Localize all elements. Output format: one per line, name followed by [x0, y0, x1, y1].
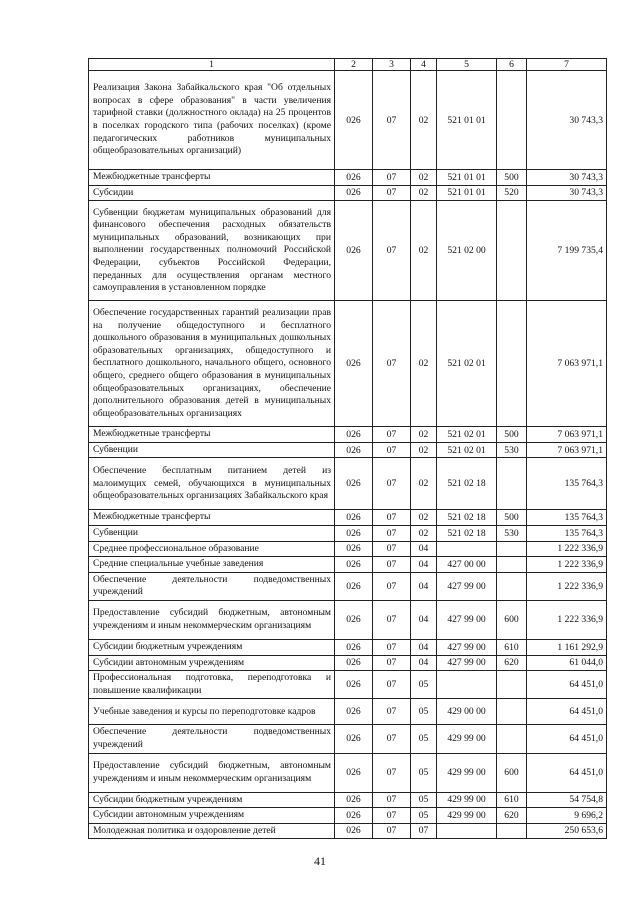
row-name: Межбюджетные трансферты — [89, 510, 335, 526]
cell-amount: 1 222 336,9 — [527, 572, 607, 600]
cell-target-article: 427 99 00 — [437, 572, 497, 600]
cell-amount: 135 764,3 — [527, 458, 607, 510]
table-row — [89, 572, 607, 600]
cell-expense-type: 530 — [497, 525, 527, 541]
cell-amount: 64 451,0 — [527, 725, 607, 753]
cell-section: 07 — [373, 510, 411, 526]
cell-amount: 135 764,3 — [527, 525, 607, 541]
table-row — [89, 557, 607, 573]
cell-section: 07 — [373, 301, 411, 427]
cell-amount: 1 222 336,9 — [527, 541, 607, 557]
table-row — [89, 725, 607, 753]
row-name: Субвенции — [89, 525, 335, 541]
cell-expense-type: 520 — [497, 185, 527, 201]
cell-expense-type: 600 — [497, 753, 527, 792]
cell-target-article: 521 02 01 — [437, 442, 497, 458]
cell-code-ministry: 026 — [335, 301, 373, 427]
cell-target-article: 521 02 18 — [437, 510, 497, 526]
cell-amount: 54 754,8 — [527, 792, 607, 808]
row-name: Субсидии автономным учреждениям — [89, 808, 335, 824]
cell-target-article: 427 00 00 — [437, 557, 497, 573]
cell-expense-type — [497, 671, 527, 699]
row-name: Субвенции бюджетам муниципальных образований для финансового обеспечения расходных обязательств муниципальных образований, возникающих при выполнении государственных полномочий Российской Федерации, субъектов Российской Федерации, переданных для осуществления органам местного самоуправления в установленном порядке — [89, 201, 335, 301]
cell-target-article — [437, 823, 497, 839]
cell-expense-type — [497, 458, 527, 510]
page-number: 41 — [314, 854, 326, 868]
cell-section: 07 — [373, 655, 411, 671]
table-row — [89, 541, 607, 557]
cell-amount: 7 199 735,4 — [527, 201, 607, 301]
cell-section: 07 — [373, 823, 411, 839]
row-name: Субсидии — [89, 185, 335, 201]
column-header: 3 — [373, 59, 411, 71]
row-name: Субсидии автономным учреждениям — [89, 655, 335, 671]
table-row — [89, 655, 607, 671]
document-page — [88, 58, 606, 839]
cell-code-ministry: 026 — [335, 808, 373, 824]
cell-expense-type: 600 — [497, 600, 527, 639]
cell-amount: 1 161 292,9 — [527, 639, 607, 655]
cell-code-ministry: 026 — [335, 792, 373, 808]
cell-target-article: 521 02 18 — [437, 525, 497, 541]
cell-code-ministry: 026 — [335, 185, 373, 201]
table-row — [89, 458, 607, 510]
cell-section: 07 — [373, 170, 411, 186]
row-name: Предоставление субсидий бюджетным, автономным учреждениям и иным некоммерческим организациям — [89, 600, 335, 639]
column-header: 6 — [497, 59, 527, 71]
cell-target-article: 521 02 01 — [437, 301, 497, 427]
table-header-row — [89, 59, 607, 71]
cell-code-ministry: 026 — [335, 427, 373, 443]
cell-target-article: 429 99 00 — [437, 808, 497, 824]
cell-target-article: 521 01 01 — [437, 185, 497, 201]
cell-subsection: 04 — [411, 639, 437, 655]
cell-code-ministry: 026 — [335, 699, 373, 725]
cell-section: 07 — [373, 541, 411, 557]
cell-expense-type — [497, 301, 527, 427]
table-row — [89, 427, 607, 443]
table-row — [89, 170, 607, 186]
cell-target-article: 521 02 18 — [437, 458, 497, 510]
row-name: Обеспечение государственных гарантий реализации прав на получение общедоступного и бесплатного дошкольного образования в муниципальных дошкольных образовательных организациях, общедоступного и бесплатного дошкольного, начального общего, основного общего, среднего общего образования в муниципальных общеобразовательных организациях, обеспечение дополнительного образования детей в муниципальных общеобразовательных организациях — [89, 301, 335, 427]
cell-code-ministry: 026 — [335, 510, 373, 526]
cell-target-article — [437, 671, 497, 699]
cell-section: 07 — [373, 442, 411, 458]
cell-subsection: 04 — [411, 541, 437, 557]
cell-expense-type: 620 — [497, 808, 527, 824]
table-row — [89, 185, 607, 201]
cell-subsection: 05 — [411, 792, 437, 808]
cell-subsection: 05 — [411, 699, 437, 725]
cell-amount: 7 063 971,1 — [527, 442, 607, 458]
cell-subsection: 02 — [411, 185, 437, 201]
row-name: Обеспечение деятельности подведомственных учреждений — [89, 725, 335, 753]
cell-target-article: 429 99 00 — [437, 753, 497, 792]
cell-target-article: 427 99 00 — [437, 639, 497, 655]
cell-amount: 30 743,3 — [527, 170, 607, 186]
row-name: Среднее профессиональное образование — [89, 541, 335, 557]
cell-section: 07 — [373, 725, 411, 753]
row-name: Профессиональная подготовка, переподготовка и повышение квалификации — [89, 671, 335, 699]
row-name: Реализация Закона Забайкальского края "Об отдельных вопросах в сфере образования" в части увеличения тарифной ставки (должностного оклада) на 25 процентов в поселках городского типа (рабочих поселках) (кроме педагогических работников муниципальных общеобразовательных организаций) — [89, 71, 335, 170]
cell-subsection: 02 — [411, 525, 437, 541]
cell-section: 07 — [373, 699, 411, 725]
table-row — [89, 699, 607, 725]
cell-section: 07 — [373, 557, 411, 573]
row-name: Учебные заведения и курсы по переподготовке кадров — [89, 699, 335, 725]
cell-subsection: 07 — [411, 823, 437, 839]
cell-amount: 64 451,0 — [527, 671, 607, 699]
cell-expense-type — [497, 823, 527, 839]
cell-amount: 64 451,0 — [527, 753, 607, 792]
cell-subsection: 04 — [411, 655, 437, 671]
cell-code-ministry: 026 — [335, 71, 373, 170]
cell-subsection: 04 — [411, 557, 437, 573]
cell-subsection: 05 — [411, 753, 437, 792]
cell-code-ministry: 026 — [335, 823, 373, 839]
cell-section: 07 — [373, 71, 411, 170]
cell-expense-type — [497, 541, 527, 557]
cell-expense-type — [497, 201, 527, 301]
cell-amount: 64 451,0 — [527, 699, 607, 725]
column-header: 7 — [527, 59, 607, 71]
cell-section: 07 — [373, 525, 411, 541]
cell-subsection: 04 — [411, 572, 437, 600]
budget-table — [88, 58, 607, 839]
row-name: Субсидии бюджетным учреждениям — [89, 792, 335, 808]
cell-expense-type: 500 — [497, 510, 527, 526]
cell-code-ministry: 026 — [335, 753, 373, 792]
cell-subsection: 05 — [411, 808, 437, 824]
cell-expense-type — [497, 71, 527, 170]
cell-amount: 1 222 336,9 — [527, 557, 607, 573]
cell-expense-type: 530 — [497, 442, 527, 458]
cell-code-ministry: 026 — [335, 639, 373, 655]
table-row — [89, 525, 607, 541]
cell-section: 07 — [373, 753, 411, 792]
table-row — [89, 808, 607, 824]
cell-code-ministry: 026 — [335, 600, 373, 639]
cell-expense-type — [497, 557, 527, 573]
cell-amount: 135 764,3 — [527, 510, 607, 526]
row-name: Молодежная политика и оздоровление детей — [89, 823, 335, 839]
table-row — [89, 823, 607, 839]
table-row — [89, 753, 607, 792]
cell-subsection: 02 — [411, 71, 437, 170]
cell-amount: 1 222 336,9 — [527, 600, 607, 639]
row-name: Предоставление субсидий бюджетным, автономным учреждениям и иным некоммерческим организациям — [89, 753, 335, 792]
cell-subsection: 02 — [411, 201, 437, 301]
column-header: 4 — [411, 59, 437, 71]
column-header: 2 — [335, 59, 373, 71]
row-name: Обеспечение бесплатным питанием детей из малоимущих семей, обучающихся в муниципальных общеобразовательных организациях Забайкальского края — [89, 458, 335, 510]
cell-code-ministry: 026 — [335, 201, 373, 301]
table-row — [89, 201, 607, 301]
cell-code-ministry: 026 — [335, 671, 373, 699]
cell-amount: 61 044,0 — [527, 655, 607, 671]
cell-target-article — [437, 541, 497, 557]
cell-target-article: 427 99 00 — [437, 655, 497, 671]
cell-expense-type: 610 — [497, 792, 527, 808]
cell-amount: 30 743,3 — [527, 71, 607, 170]
cell-subsection: 05 — [411, 725, 437, 753]
cell-amount: 250 653,6 — [527, 823, 607, 839]
cell-section: 07 — [373, 792, 411, 808]
cell-section: 07 — [373, 572, 411, 600]
cell-expense-type: 500 — [497, 170, 527, 186]
cell-section: 07 — [373, 671, 411, 699]
row-name: Средние специальные учебные заведения — [89, 557, 335, 573]
cell-target-article: 429 99 00 — [437, 792, 497, 808]
cell-code-ministry: 026 — [335, 170, 373, 186]
cell-section: 07 — [373, 185, 411, 201]
cell-subsection: 02 — [411, 301, 437, 427]
cell-subsection: 02 — [411, 510, 437, 526]
cell-subsection: 02 — [411, 427, 437, 443]
cell-amount: 30 743,3 — [527, 185, 607, 201]
table-row — [89, 71, 607, 170]
cell-code-ministry: 026 — [335, 557, 373, 573]
cell-expense-type — [497, 725, 527, 753]
cell-code-ministry: 026 — [335, 725, 373, 753]
table-row — [89, 442, 607, 458]
column-header: 1 — [89, 59, 335, 71]
cell-section: 07 — [373, 427, 411, 443]
cell-amount: 7 063 971,1 — [527, 301, 607, 427]
cell-subsection: 02 — [411, 442, 437, 458]
table-row — [89, 792, 607, 808]
row-name: Межбюджетные трансферты — [89, 170, 335, 186]
cell-section: 07 — [373, 808, 411, 824]
cell-section: 07 — [373, 201, 411, 301]
cell-expense-type — [497, 699, 527, 725]
table-row — [89, 600, 607, 639]
cell-subsection: 04 — [411, 600, 437, 639]
cell-code-ministry: 026 — [335, 442, 373, 458]
cell-subsection: 02 — [411, 170, 437, 186]
cell-expense-type: 500 — [497, 427, 527, 443]
cell-section: 07 — [373, 600, 411, 639]
cell-target-article: 429 99 00 — [437, 725, 497, 753]
cell-section: 07 — [373, 639, 411, 655]
cell-target-article: 427 99 00 — [437, 600, 497, 639]
row-name: Обеспечение деятельности подведомственных учреждений — [89, 572, 335, 600]
cell-code-ministry: 026 — [335, 458, 373, 510]
cell-target-article: 521 02 00 — [437, 201, 497, 301]
cell-subsection: 02 — [411, 458, 437, 510]
cell-code-ministry: 026 — [335, 572, 373, 600]
cell-code-ministry: 026 — [335, 525, 373, 541]
cell-target-article: 429 00 00 — [437, 699, 497, 725]
cell-expense-type: 610 — [497, 639, 527, 655]
cell-code-ministry: 026 — [335, 655, 373, 671]
cell-code-ministry: 026 — [335, 541, 373, 557]
table-row — [89, 671, 607, 699]
row-name: Межбюджетные трансферты — [89, 427, 335, 443]
row-name: Субвенции — [89, 442, 335, 458]
column-header: 5 — [437, 59, 497, 71]
cell-target-article: 521 01 01 — [437, 71, 497, 170]
cell-target-article: 521 01 01 — [437, 170, 497, 186]
cell-expense-type — [497, 572, 527, 600]
cell-subsection: 05 — [411, 671, 437, 699]
cell-section: 07 — [373, 458, 411, 510]
table-row — [89, 639, 607, 655]
cell-amount: 7 063 971,1 — [527, 427, 607, 443]
cell-expense-type: 620 — [497, 655, 527, 671]
table-row — [89, 301, 607, 427]
row-name: Субсидии бюджетным учреждениям — [89, 639, 335, 655]
table-row — [89, 510, 607, 526]
cell-target-article: 521 02 01 — [437, 427, 497, 443]
cell-amount: 9 696,2 — [527, 808, 607, 824]
